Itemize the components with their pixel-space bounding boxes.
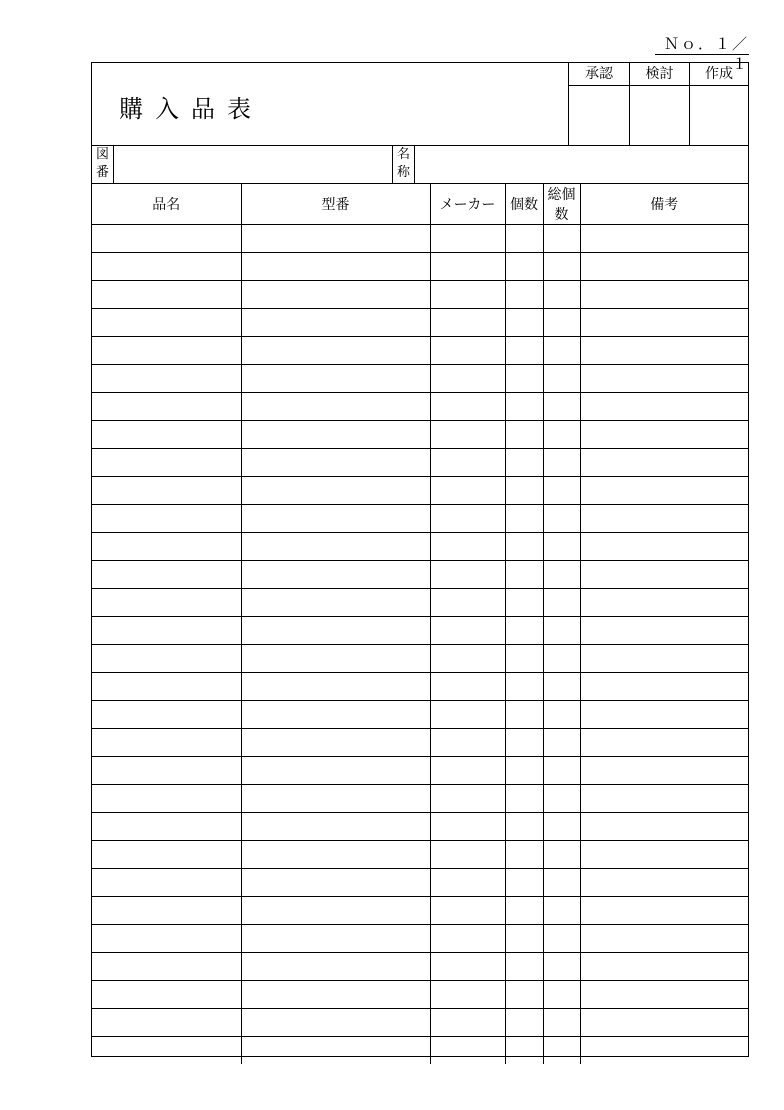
cell-remarks[interactable] xyxy=(580,449,748,477)
cell-maker[interactable] xyxy=(430,505,505,533)
cell-total-quantity[interactable] xyxy=(543,281,580,309)
cell-quantity[interactable] xyxy=(505,393,543,421)
cell-remarks[interactable] xyxy=(580,533,748,561)
table-row xyxy=(92,1009,748,1037)
table-row xyxy=(92,449,748,477)
stamp-author xyxy=(690,63,748,146)
cell-total-quantity[interactable] xyxy=(543,785,580,813)
cell-model-no[interactable] xyxy=(241,925,430,953)
cell-total-quantity[interactable] xyxy=(543,561,580,589)
cell-model-no[interactable] xyxy=(241,785,430,813)
cell-total-quantity[interactable] xyxy=(543,841,580,869)
table-row xyxy=(92,309,748,337)
cell-maker[interactable] xyxy=(430,225,505,253)
cell-remarks[interactable] xyxy=(580,729,748,757)
cell-item-name[interactable] xyxy=(92,589,241,617)
cell-total-quantity[interactable] xyxy=(543,225,580,253)
cell-remarks[interactable] xyxy=(580,365,748,393)
table-row xyxy=(92,393,748,421)
cell-maker[interactable] xyxy=(430,841,505,869)
cell-item-name[interactable] xyxy=(92,477,241,505)
cell-remarks[interactable] xyxy=(580,673,748,701)
cell-item-name[interactable] xyxy=(92,645,241,673)
stamp-review-label: 検討 xyxy=(630,63,689,86)
cell-item-name[interactable] xyxy=(92,757,241,785)
cell-quantity[interactable] xyxy=(505,617,543,645)
cell-total-quantity[interactable] xyxy=(543,1037,580,1065)
cell-quantity[interactable] xyxy=(505,225,543,253)
cell-quantity[interactable] xyxy=(505,729,543,757)
cell-item-name[interactable] xyxy=(92,281,241,309)
cell-maker[interactable] xyxy=(430,897,505,925)
cell-remarks[interactable] xyxy=(580,589,748,617)
cell-model-no[interactable] xyxy=(241,757,430,785)
cell-remarks[interactable] xyxy=(580,393,748,421)
table-row xyxy=(92,477,748,505)
cell-remarks[interactable] xyxy=(580,925,748,953)
cell-model-no[interactable] xyxy=(241,365,430,393)
table-row xyxy=(92,701,748,729)
cell-item-name[interactable] xyxy=(92,673,241,701)
cell-remarks[interactable] xyxy=(580,505,748,533)
cell-quantity[interactable] xyxy=(505,869,543,897)
cell-item-name[interactable] xyxy=(92,505,241,533)
cell-remarks[interactable] xyxy=(580,421,748,449)
cell-quantity[interactable] xyxy=(505,477,543,505)
cell-remarks[interactable] xyxy=(580,981,748,1009)
cell-model-no[interactable] xyxy=(241,561,430,589)
cell-remarks[interactable] xyxy=(580,953,748,981)
cell-item-name[interactable] xyxy=(92,785,241,813)
cell-quantity[interactable] xyxy=(505,645,543,673)
cell-remarks[interactable] xyxy=(580,785,748,813)
cell-item-name[interactable] xyxy=(92,953,241,981)
cell-model-no[interactable] xyxy=(241,589,430,617)
table-row xyxy=(92,673,748,701)
cell-quantity[interactable] xyxy=(505,1009,543,1037)
table-row xyxy=(92,785,748,813)
cell-quantity[interactable] xyxy=(505,953,543,981)
table-row xyxy=(92,337,748,365)
cell-total-quantity[interactable] xyxy=(543,421,580,449)
cell-total-quantity[interactable] xyxy=(543,533,580,561)
cell-model-no[interactable] xyxy=(241,505,430,533)
cell-remarks[interactable] xyxy=(580,225,748,253)
cell-item-name[interactable] xyxy=(92,393,241,421)
cell-maker[interactable] xyxy=(430,449,505,477)
stamp-approval-label: 承認 xyxy=(569,63,629,86)
col-quantity: 個数 xyxy=(505,184,543,225)
cell-model-no[interactable] xyxy=(241,841,430,869)
table-row xyxy=(92,421,748,449)
cell-model-no[interactable] xyxy=(241,701,430,729)
cell-model-no[interactable] xyxy=(241,1037,430,1065)
cell-total-quantity[interactable] xyxy=(543,701,580,729)
cell-remarks[interactable] xyxy=(580,253,748,281)
cell-item-name[interactable] xyxy=(92,841,241,869)
cell-quantity[interactable] xyxy=(505,813,543,841)
cell-quantity[interactable] xyxy=(505,421,543,449)
cell-item-name[interactable] xyxy=(92,561,241,589)
cell-quantity[interactable] xyxy=(505,533,543,561)
cell-remarks[interactable] xyxy=(580,561,748,589)
cell-maker[interactable] xyxy=(430,729,505,757)
cell-total-quantity[interactable] xyxy=(543,477,580,505)
cell-maker[interactable] xyxy=(430,421,505,449)
cell-maker[interactable] xyxy=(430,925,505,953)
col-total-quantity: 総個数 xyxy=(543,184,580,225)
cell-total-quantity[interactable] xyxy=(543,505,580,533)
cell-remarks[interactable] xyxy=(580,281,748,309)
cell-item-name[interactable] xyxy=(92,897,241,925)
cell-maker[interactable] xyxy=(430,253,505,281)
cell-quantity[interactable] xyxy=(505,281,543,309)
cell-item-name[interactable] xyxy=(92,421,241,449)
table-row xyxy=(92,617,748,645)
cell-remarks[interactable] xyxy=(580,701,748,729)
cell-total-quantity[interactable] xyxy=(543,813,580,841)
cell-total-quantity[interactable] xyxy=(543,869,580,897)
cell-quantity[interactable] xyxy=(505,309,543,337)
table-row xyxy=(92,729,748,757)
cell-maker[interactable] xyxy=(430,701,505,729)
cell-model-no[interactable] xyxy=(241,253,430,281)
cell-quantity[interactable] xyxy=(505,505,543,533)
cell-total-quantity[interactable] xyxy=(543,253,580,281)
cell-maker[interactable] xyxy=(430,309,505,337)
cell-total-quantity[interactable] xyxy=(543,953,580,981)
cell-maker[interactable] xyxy=(430,981,505,1009)
cell-maker[interactable] xyxy=(430,869,505,897)
page-title: 購入品表 xyxy=(119,95,263,123)
cell-quantity[interactable] xyxy=(505,365,543,393)
cell-item-name[interactable] xyxy=(92,225,241,253)
cell-quantity[interactable] xyxy=(505,561,543,589)
cell-maker[interactable] xyxy=(430,953,505,981)
cell-maker[interactable] xyxy=(430,477,505,505)
cell-model-no[interactable] xyxy=(241,449,430,477)
page-number: Ｎｏ．１／１ xyxy=(655,34,749,55)
cell-total-quantity[interactable] xyxy=(543,337,580,365)
stamp-approval xyxy=(569,63,630,146)
table-row xyxy=(92,869,748,897)
cell-maker[interactable] xyxy=(430,281,505,309)
cell-remarks[interactable] xyxy=(580,337,748,365)
cell-model-no[interactable] xyxy=(241,673,430,701)
table-row xyxy=(92,645,748,673)
cell-model-no[interactable] xyxy=(241,477,430,505)
cell-maker[interactable] xyxy=(430,337,505,365)
items-table xyxy=(92,184,748,1064)
col-model-no: 型番 xyxy=(241,184,430,225)
table-row xyxy=(92,841,748,869)
cell-quantity[interactable] xyxy=(505,981,543,1009)
cell-quantity[interactable] xyxy=(505,897,543,925)
cell-remarks[interactable] xyxy=(580,841,748,869)
drawing-no-field[interactable] xyxy=(114,146,393,183)
cell-item-name[interactable] xyxy=(92,617,241,645)
cell-model-no[interactable] xyxy=(241,421,430,449)
cell-maker[interactable] xyxy=(430,645,505,673)
cell-maker[interactable] xyxy=(430,1037,505,1065)
cell-quantity[interactable] xyxy=(505,785,543,813)
cell-quantity[interactable] xyxy=(505,757,543,785)
cell-remarks[interactable] xyxy=(580,477,748,505)
cell-maker[interactable] xyxy=(430,365,505,393)
drawing-no-label: 図 番 xyxy=(92,146,114,183)
cell-quantity[interactable] xyxy=(505,449,543,477)
table-row xyxy=(92,505,748,533)
cell-quantity[interactable] xyxy=(505,253,543,281)
cell-item-name[interactable] xyxy=(92,869,241,897)
table-row xyxy=(92,533,748,561)
cell-total-quantity[interactable] xyxy=(543,645,580,673)
cell-model-no[interactable] xyxy=(241,393,430,421)
title-area xyxy=(92,63,569,146)
cell-quantity[interactable] xyxy=(505,925,543,953)
cell-item-name[interactable] xyxy=(92,925,241,953)
cell-total-quantity[interactable] xyxy=(543,925,580,953)
table-row xyxy=(92,1037,748,1065)
cell-maker[interactable] xyxy=(430,813,505,841)
cell-total-quantity[interactable] xyxy=(543,897,580,925)
table-row xyxy=(92,561,748,589)
cell-quantity[interactable] xyxy=(505,841,543,869)
cell-item-name[interactable] xyxy=(92,449,241,477)
cell-model-no[interactable] xyxy=(241,309,430,337)
cell-model-no[interactable] xyxy=(241,1009,430,1037)
cell-remarks[interactable] xyxy=(580,757,748,785)
cell-model-no[interactable] xyxy=(241,533,430,561)
cell-total-quantity[interactable] xyxy=(543,617,580,645)
cell-maker[interactable] xyxy=(430,673,505,701)
cell-model-no[interactable] xyxy=(241,281,430,309)
table-row xyxy=(92,365,748,393)
cell-maker[interactable] xyxy=(430,1009,505,1037)
cell-item-name[interactable] xyxy=(92,729,241,757)
stamp-review xyxy=(630,63,690,146)
cell-total-quantity[interactable] xyxy=(543,393,580,421)
col-maker: メーカー xyxy=(430,184,505,225)
cell-quantity[interactable] xyxy=(505,1037,543,1065)
cell-maker[interactable] xyxy=(430,617,505,645)
cell-model-no[interactable] xyxy=(241,225,430,253)
name-label: 名 称 xyxy=(393,146,415,183)
cell-item-name[interactable] xyxy=(92,981,241,1009)
cell-total-quantity[interactable] xyxy=(543,365,580,393)
cell-quantity[interactable] xyxy=(505,337,543,365)
cell-remarks[interactable] xyxy=(580,1009,748,1037)
table-row xyxy=(92,757,748,785)
cell-item-name[interactable] xyxy=(92,813,241,841)
cell-maker[interactable] xyxy=(430,757,505,785)
table-row xyxy=(92,813,748,841)
cell-remarks[interactable] xyxy=(580,309,748,337)
stamp-author-label: 作成 xyxy=(690,63,748,86)
cell-item-name[interactable] xyxy=(92,1009,241,1037)
cell-total-quantity[interactable] xyxy=(543,673,580,701)
purchase-parts-sheet xyxy=(91,62,749,1057)
cell-total-quantity[interactable] xyxy=(543,589,580,617)
cell-maker[interactable] xyxy=(430,533,505,561)
cell-model-no[interactable] xyxy=(241,729,430,757)
table-row xyxy=(92,253,748,281)
cell-total-quantity[interactable] xyxy=(543,981,580,1009)
cell-item-name[interactable] xyxy=(92,1037,241,1065)
cell-maker[interactable] xyxy=(430,589,505,617)
cell-total-quantity[interactable] xyxy=(543,309,580,337)
table-row xyxy=(92,589,748,617)
cell-total-quantity[interactable] xyxy=(543,729,580,757)
table-row xyxy=(92,225,748,253)
cell-maker[interactable] xyxy=(430,785,505,813)
cell-item-name[interactable] xyxy=(92,365,241,393)
cell-item-name[interactable] xyxy=(92,309,241,337)
cell-maker[interactable] xyxy=(430,561,505,589)
cell-quantity[interactable] xyxy=(505,701,543,729)
info-row xyxy=(92,146,748,184)
cell-model-no[interactable] xyxy=(241,645,430,673)
cell-model-no[interactable] xyxy=(241,813,430,841)
cell-remarks[interactable] xyxy=(580,1037,748,1065)
cell-model-no[interactable] xyxy=(241,869,430,897)
col-remarks: 備考 xyxy=(580,184,748,225)
cell-remarks[interactable] xyxy=(580,813,748,841)
table-row xyxy=(92,281,748,309)
cell-maker[interactable] xyxy=(430,393,505,421)
cell-total-quantity[interactable] xyxy=(543,757,580,785)
cell-total-quantity[interactable] xyxy=(543,449,580,477)
cell-remarks[interactable] xyxy=(580,645,748,673)
cell-remarks[interactable] xyxy=(580,617,748,645)
cell-quantity[interactable] xyxy=(505,589,543,617)
table-row xyxy=(92,925,748,953)
cell-model-no[interactable] xyxy=(241,337,430,365)
cell-remarks[interactable] xyxy=(580,869,748,897)
cell-model-no[interactable] xyxy=(241,953,430,981)
cell-quantity[interactable] xyxy=(505,673,543,701)
cell-model-no[interactable] xyxy=(241,981,430,1009)
cell-total-quantity[interactable] xyxy=(543,1009,580,1037)
cell-item-name[interactable] xyxy=(92,337,241,365)
cell-model-no[interactable] xyxy=(241,617,430,645)
col-item-name: 品名 xyxy=(92,184,241,225)
cell-item-name[interactable] xyxy=(92,701,241,729)
table-row xyxy=(92,897,748,925)
name-field[interactable] xyxy=(415,146,748,183)
cell-remarks[interactable] xyxy=(580,897,748,925)
cell-item-name[interactable] xyxy=(92,253,241,281)
cell-model-no[interactable] xyxy=(241,897,430,925)
table-row xyxy=(92,981,748,1009)
table-header-row xyxy=(92,184,748,225)
table-row xyxy=(92,953,748,981)
cell-item-name[interactable] xyxy=(92,533,241,561)
